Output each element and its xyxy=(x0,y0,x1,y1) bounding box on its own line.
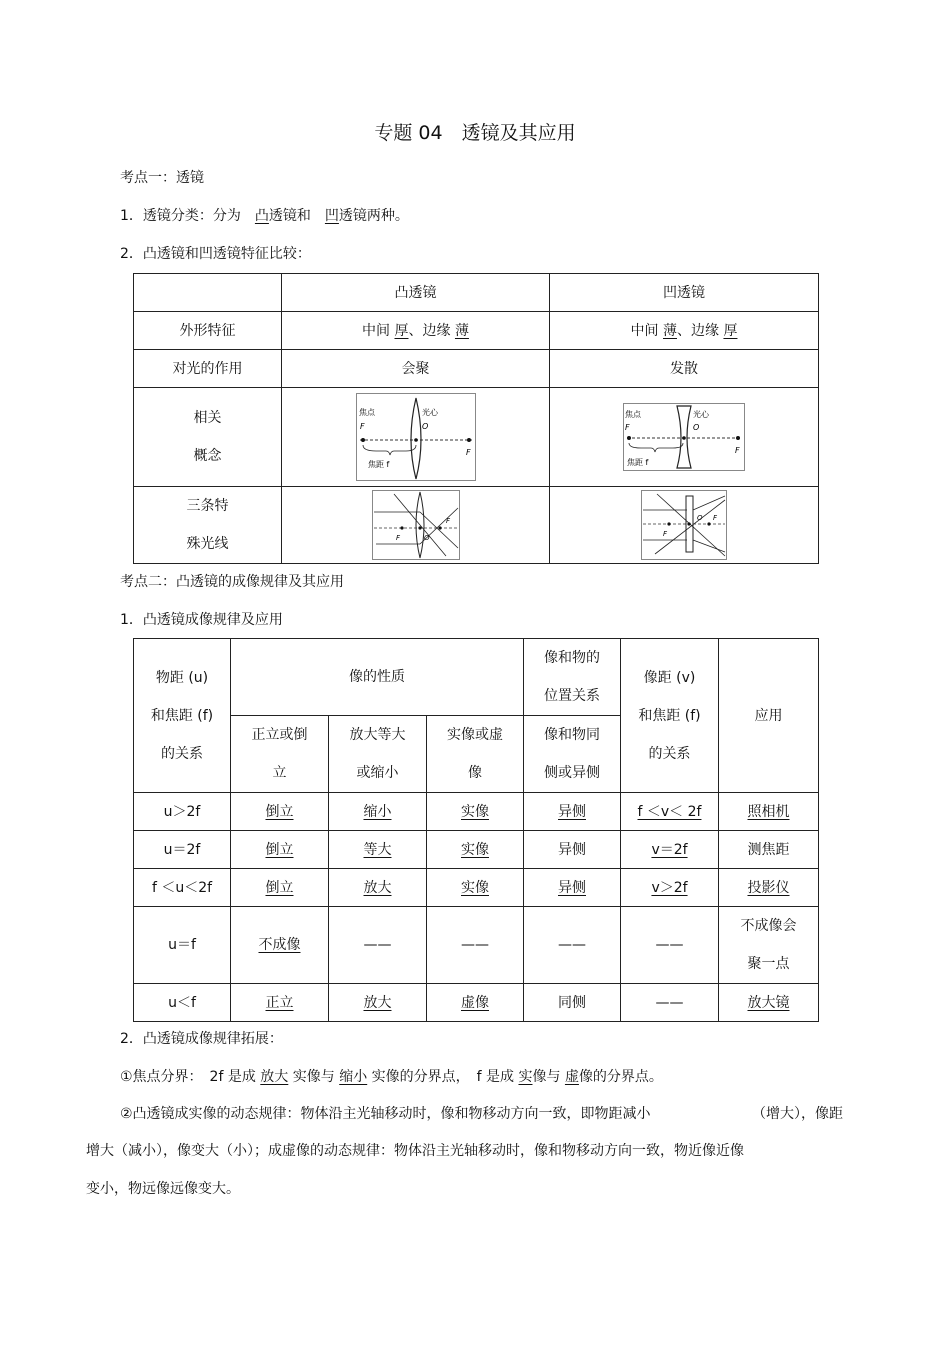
cell-application xyxy=(719,984,819,1022)
header-line: 像和物的 xyxy=(544,650,600,666)
concave-rays-figure xyxy=(550,487,819,564)
header-line: 的关系 xyxy=(161,745,203,762)
cell-side: 异侧 xyxy=(524,831,621,869)
answer-blank: 凸 xyxy=(254,208,269,224)
text: 1．透镜分类：分为 xyxy=(120,208,255,224)
cell-u: f ＜u＜2f xyxy=(134,869,231,907)
convex-rays-figure xyxy=(282,487,550,564)
answer-blank: 薄 xyxy=(663,322,677,339)
text: 透镜两种。 xyxy=(338,208,409,224)
header-concave: 凹透镜 xyxy=(550,274,819,312)
convex-concept-figure xyxy=(282,388,550,487)
cell-orientation xyxy=(231,984,329,1022)
text: 透镜和 xyxy=(268,208,325,224)
header-line: 像距 (v) xyxy=(643,669,696,686)
focus-label: 焦点 xyxy=(625,410,641,419)
app-line: 聚一点 xyxy=(747,956,790,972)
f-label: F xyxy=(465,448,471,457)
answer-blank: f ＜v＜ 2f xyxy=(637,803,702,820)
cell-application xyxy=(719,907,819,984)
center-label: 光心 xyxy=(693,410,709,419)
header-line: 正立或倒 xyxy=(251,727,308,743)
subheader-size xyxy=(329,716,427,793)
o-label: O xyxy=(697,514,703,522)
answer-blank: 虚像 xyxy=(461,994,489,1011)
cell-size xyxy=(329,869,427,907)
table-row xyxy=(134,869,819,907)
subheader-real-virtual xyxy=(427,716,524,793)
cell-u: u＝2f xyxy=(134,831,231,869)
cell-application: 测焦距 xyxy=(719,831,819,869)
cell-side: 同侧 xyxy=(524,984,621,1022)
cell-orientation xyxy=(231,793,329,831)
f-label: F xyxy=(359,422,365,431)
cell-real-virtual: —— xyxy=(427,907,524,984)
header-line: 位置关系 xyxy=(544,688,600,704)
imaging-rules-intro: 1．凸透镜成像规律及应用 xyxy=(120,612,283,628)
center-label: 光心 xyxy=(421,408,438,417)
o-label: O xyxy=(693,423,700,432)
header-line: 像 xyxy=(468,765,482,781)
cell-u: u＜f xyxy=(134,984,231,1022)
answer-blank: 缩小 xyxy=(339,1069,368,1085)
answer-blank: v＝2f xyxy=(651,841,688,858)
cell-size xyxy=(329,984,427,1022)
cell-u: u＞2f xyxy=(134,793,231,831)
header-convex: 凸透镜 xyxy=(282,274,550,312)
answer-blank: 放大镜 xyxy=(747,994,790,1011)
label-line: 相关 xyxy=(193,410,222,426)
cell-size xyxy=(329,793,427,831)
text: 像与 xyxy=(532,1069,565,1085)
row-label-effect: 对光的作用 xyxy=(134,350,282,388)
answer-blank: 正立 xyxy=(265,994,294,1011)
header-line: 和焦距 (f) xyxy=(150,707,214,724)
text: 中间 xyxy=(630,322,663,339)
cell-v xyxy=(621,831,719,869)
dynamic-rule-line-1: ②凸透镜成实像的动态规律：物体沿主光轴移动时，像和物移动方向一致，即物距减小 xyxy=(120,1106,651,1122)
concave-lens-concept-diagram xyxy=(623,403,745,471)
subheader-side xyxy=(524,716,621,793)
lens-comparison-table xyxy=(133,273,819,564)
app-line: 不成像会 xyxy=(740,918,797,934)
label-line: 三条特 xyxy=(186,498,229,514)
header-line: 的关系 xyxy=(648,745,691,762)
header-line: 侧或异侧 xyxy=(544,765,600,781)
text: 实像与 xyxy=(288,1069,340,1085)
header-application: 应用 xyxy=(719,639,819,793)
convex-lens-concept-diagram xyxy=(356,393,476,481)
cell-real-virtual xyxy=(427,793,524,831)
o-label: O xyxy=(421,422,428,431)
header-object-distance xyxy=(134,639,231,793)
table-row xyxy=(134,831,819,869)
answer-blank: 凹 xyxy=(324,208,339,224)
focus-label: 焦点 xyxy=(358,408,375,417)
header-line: 实像或虚 xyxy=(447,727,503,743)
section-heading-1: 考点一：透镜 xyxy=(120,170,204,186)
f-label: F xyxy=(625,423,630,432)
answer-blank: 异侧 xyxy=(558,803,586,820)
answer-blank: v＞2f xyxy=(651,879,688,896)
text: 、边缘 xyxy=(677,322,724,339)
answer-blank: 缩小 xyxy=(363,803,392,820)
f-label: F xyxy=(663,530,668,538)
header-image-distance xyxy=(621,639,719,793)
answer-blank: 放大 xyxy=(363,879,392,896)
convex-effect: 会聚 xyxy=(282,350,550,388)
cell-v: —— xyxy=(621,984,719,1022)
answer-blank: 倒立 xyxy=(265,879,294,896)
header-image-properties: 像的性质 xyxy=(231,639,524,716)
table-row xyxy=(134,984,819,1022)
header-line: 立 xyxy=(272,765,287,781)
answer-blank: 倒立 xyxy=(265,841,294,858)
answer-blank: 实像 xyxy=(461,803,489,820)
cell-application xyxy=(719,793,819,831)
cell-v xyxy=(621,869,719,907)
cell-orientation xyxy=(231,907,329,984)
row-label-shape: 外形特征 xyxy=(134,312,282,350)
cell-application xyxy=(719,869,819,907)
o-label: O xyxy=(423,534,430,542)
header-line: 或缩小 xyxy=(356,765,399,781)
cell-size: —— xyxy=(329,907,427,984)
convex-lens-rays-diagram xyxy=(372,490,460,560)
cell-v xyxy=(621,793,719,831)
dynamic-rule-line-2: 增大（减小），像变大（小）；成虚像的动态规律：物体沿主光轴移动时，像和物移动方向一致，物近像近像 xyxy=(86,1143,744,1159)
focal-length-label: 焦距 f xyxy=(367,460,389,469)
extension-intro: 2．凸透镜成像规律拓展： xyxy=(120,1031,283,1047)
concave-lens-rays-diagram xyxy=(641,490,727,560)
answer-blank: 实像 xyxy=(461,879,489,896)
header-position-relation xyxy=(524,639,621,716)
text: ①焦点分界： 2f 是成 xyxy=(120,1069,261,1085)
concave-shape xyxy=(550,312,819,350)
table-row xyxy=(134,793,819,831)
answer-blank: 异侧 xyxy=(558,879,586,896)
cell-orientation xyxy=(231,869,329,907)
lens-classification xyxy=(120,205,409,225)
answer-blank: 实 xyxy=(518,1069,533,1085)
cell-side xyxy=(524,793,621,831)
section-heading-2: 考点二：凸透镜的成像规律及其应用 xyxy=(120,574,344,590)
row-label-rays xyxy=(134,487,282,564)
f-label: F xyxy=(735,446,740,455)
cell-real-virtual xyxy=(427,831,524,869)
answer-blank: 不成像 xyxy=(258,937,301,953)
convex-shape xyxy=(282,312,550,350)
answer-blank: 放大 xyxy=(260,1069,289,1085)
cell-side xyxy=(524,869,621,907)
focus-boundary-paragraph xyxy=(120,1066,663,1086)
header-empty xyxy=(134,274,282,312)
answer-blank: 等大 xyxy=(363,841,392,858)
header-line: 像和物同 xyxy=(544,727,600,743)
subheader-orientation xyxy=(231,716,329,793)
cell-side: —— xyxy=(524,907,621,984)
answer-blank: 厚 xyxy=(394,322,409,339)
concave-effect: 发散 xyxy=(550,350,819,388)
header-line: 物距 (u) xyxy=(155,669,209,686)
comparison-intro: 2．凸透镜和凹透镜特征比较： xyxy=(120,246,311,262)
header-line: 和焦距 (f) xyxy=(638,707,701,724)
text: 像的分界点。 xyxy=(578,1069,663,1085)
cell-size xyxy=(329,831,427,869)
imaging-rules-table xyxy=(133,638,819,1022)
answer-blank: 倒立 xyxy=(265,803,294,820)
answer-blank: 薄 xyxy=(454,322,469,339)
answer-blank: 厚 xyxy=(723,322,738,339)
header-line: 放大等大 xyxy=(349,727,406,743)
f-label: F xyxy=(713,514,718,522)
concave-concept-figure xyxy=(550,388,819,487)
answer-blank: 照相机 xyxy=(747,803,790,820)
cell-real-virtual xyxy=(427,869,524,907)
answer-blank: 投影仪 xyxy=(747,879,790,896)
row-label-concept xyxy=(134,388,282,487)
f-label: F xyxy=(395,534,400,542)
answer-blank: 实像 xyxy=(461,841,489,858)
label-line: 殊光线 xyxy=(186,536,229,552)
text: 实像的分界点， f 是成 xyxy=(367,1069,519,1085)
cell-u: u＝f xyxy=(134,907,231,984)
cell-v: —— xyxy=(621,907,719,984)
cell-orientation xyxy=(231,831,329,869)
answer-blank: 虚 xyxy=(564,1069,579,1085)
table-row xyxy=(134,907,819,984)
text: 、边缘 xyxy=(408,322,455,339)
page-title: 专题 04 透镜及其应用 xyxy=(374,122,576,144)
dynamic-rule-line-1b: （增大），像距 xyxy=(752,1106,843,1122)
text: 中间 xyxy=(362,322,395,339)
dynamic-rule-line-3: 变小，物远像远像变大。 xyxy=(86,1181,240,1197)
f-label: F xyxy=(445,517,450,525)
answer-blank: 放大 xyxy=(363,994,392,1011)
cell-real-virtual xyxy=(427,984,524,1022)
label-line: 概念 xyxy=(193,448,222,464)
focal-length-label: 焦距 f xyxy=(627,458,649,467)
